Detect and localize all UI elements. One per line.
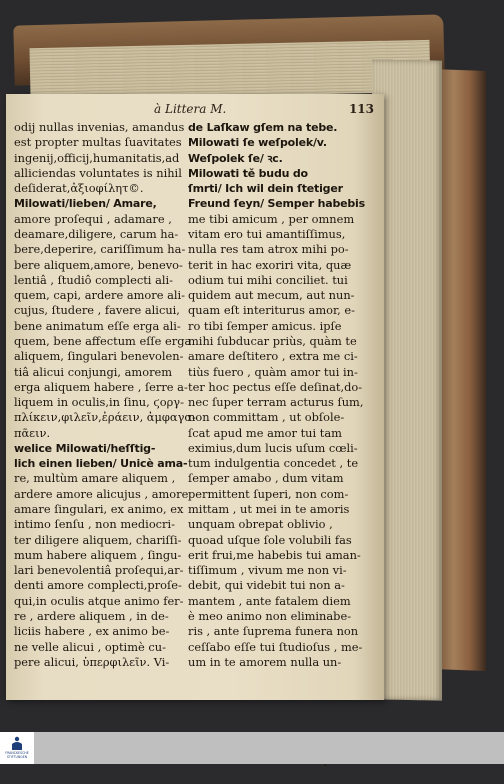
text-line: erga aliquem habere , ſerre a-: [14, 379, 188, 394]
running-title: à Littera M.: [154, 102, 227, 116]
text-line: ro tibi ſemper amicus. ipſe: [188, 318, 342, 333]
text-line: ne velle alicui , optimè cu-: [14, 639, 166, 654]
text-line: aliquem, ſingulari benevolen-: [14, 349, 184, 364]
text-line: de Laſkaw gſem na tebe.: [188, 121, 338, 134]
text-line: Milowati tě budu do: [188, 166, 308, 180]
text-line: πλίκειν,φιλεῖν,ἐράειν, ἀμφαγα-: [14, 410, 196, 425]
text-line: quoad uſque ſole volubili fas: [188, 532, 352, 547]
text-line: tum indulgentia concedet , te: [188, 456, 359, 471]
text-line: est propter multas ſuavitates: [14, 135, 182, 150]
text-line: amore proſequi , adamare ,: [14, 211, 172, 226]
viewer-bottom-bar: [0, 732, 504, 764]
text-line: cujus, ſtudere , favere alicui,: [14, 303, 180, 318]
text-line: ter hoc pectus eſſe deſinat,do-: [188, 379, 363, 394]
text-line: ter diligere aliquem, chariſſi-: [14, 532, 182, 547]
text-line: alliciendas voluntates is nihil: [14, 165, 182, 180]
library-logo-caption: FRANCKESCHE STIFTUNGEN: [5, 751, 29, 759]
text-line: nec ſuper terram acturus ſum,: [188, 395, 364, 410]
text-line: Weſpolek ſe/ ꝛc.: [188, 151, 283, 165]
book-page: [6, 94, 384, 700]
text-line: Freund ſeyn/ Semper habebis: [188, 197, 365, 211]
right-text-column: [188, 120, 376, 670]
text-line: non committam , ut obſole-: [188, 410, 345, 425]
text-line: um in te amorem nulla un-: [188, 654, 342, 669]
text-line: Milowati/lieben/ Amare,: [14, 197, 157, 211]
text-line: è meo animo non eliminabe-: [188, 609, 352, 623]
text-line: intimo ſenſu , non mediocri-: [14, 517, 175, 532]
text-line: lich einen lieben/ Unicè ama-: [14, 457, 188, 471]
text-line: lentiâ , ſtudiô complecti ali-: [14, 272, 173, 287]
text-line: quam eſt interiturus amor, e-: [188, 303, 356, 318]
library-emblem-icon: [9, 735, 25, 751]
text-line: re, multùm amare aliquem ,: [14, 471, 176, 486]
text-line: me tibi amicum , per omnem: [188, 211, 355, 226]
text-line: mantem , ante fatalem diem: [188, 593, 351, 608]
text-line: debit, qui videbit tui non a-: [188, 578, 345, 593]
text-line: quem, bene affectum eſſe erga: [14, 333, 192, 348]
text-line: ingenij,officij,humanitatis,ad: [14, 150, 180, 165]
text-line: liciis habere , ex animo be-: [14, 624, 170, 639]
text-line: quidem aut mecum, aut nun-: [188, 288, 355, 303]
text-line: ſmrti/ Ich wil dein ſtetiger: [188, 182, 343, 196]
page-block-top: [29, 40, 430, 100]
text-line: tiſſimum , vivum me non vi-: [188, 563, 347, 578]
text-line: re , ardere aliquem , in de-: [14, 609, 169, 623]
text-line: unquam obrepat oblivio ,: [188, 517, 333, 532]
text-line: pere alicui, ὑπερφιλεῖν. Vi-: [14, 654, 170, 669]
text-line: denti amore complecti,proſe-: [14, 578, 182, 593]
text-line: lari benevolentiâ proſequi,ar-: [14, 563, 184, 578]
text-line: permittent ſuperi, non com-: [188, 486, 349, 501]
text-line: odium tui mihi conciliet. tui: [188, 272, 348, 287]
left-text-column: [14, 120, 196, 670]
text-line: welice Milowati/heſſtig-: [14, 441, 156, 455]
page-number: 113: [348, 102, 374, 116]
text-line: mum habere aliquem , ſingu-: [14, 547, 182, 562]
text-line: πᾶειν.: [14, 425, 51, 440]
text-line: Milowati ſe weſpolek/v.: [188, 136, 327, 150]
text-line: liquem in oculis,in ſinu, ϛοργ-: [14, 395, 184, 410]
text-line: ſcat apud me amor tui tam: [188, 425, 342, 440]
running-header: [6, 102, 384, 116]
text-line: tiâ alicui conjungi, amorem: [14, 364, 173, 379]
text-line: deſiderat,ἀξιοφίλητ©.: [14, 181, 144, 196]
text-line: tiùs fuero , quàm amor tui in-: [188, 364, 358, 379]
text-line: eximius,dum lucis uſum cœli-: [188, 440, 358, 455]
text-line: terit in hac exoriri vita, quæ: [188, 257, 352, 272]
text-line: amare deſtitero , extra me ci-: [188, 349, 358, 364]
text-line: nulla res tam atrox mihi po-: [188, 242, 349, 257]
text-line: bene animatum eſſe erga ali-: [14, 318, 181, 333]
library-logo: [0, 732, 34, 764]
text-line: vitam ero tui amantiſſimus,: [188, 226, 346, 241]
text-line: mittam , ut mei in te amoris: [188, 502, 350, 517]
text-line: bere,deperire, cariſſimum ha-: [14, 242, 186, 257]
text-line: quem, capi, ardere amore ali-: [14, 288, 186, 303]
text-line: mihi ſubducar priùs, quàm te: [188, 333, 357, 348]
text-line: odij nullas invenias, amandus: [14, 120, 185, 134]
text-line: bere aliquem,amore, benevo-: [14, 257, 183, 272]
text-line: amare ſingulari, ex animo, ex: [14, 502, 184, 517]
text-line: deamare,diligere, carum ha-: [14, 226, 179, 241]
text-line: ardere amore alicujus , amore: [14, 486, 189, 501]
text-line: erit frui,me habebis tui aman-: [188, 547, 361, 562]
text-line: qui,in oculis atque animo fer-: [14, 593, 184, 608]
text-line: ceſſabo eſſe tui ſtudioſus , me-: [188, 639, 363, 654]
text-line: ſemper amabo , dum vitam: [188, 471, 344, 486]
text-line: ris , ante ſuprema funera non: [188, 624, 359, 639]
